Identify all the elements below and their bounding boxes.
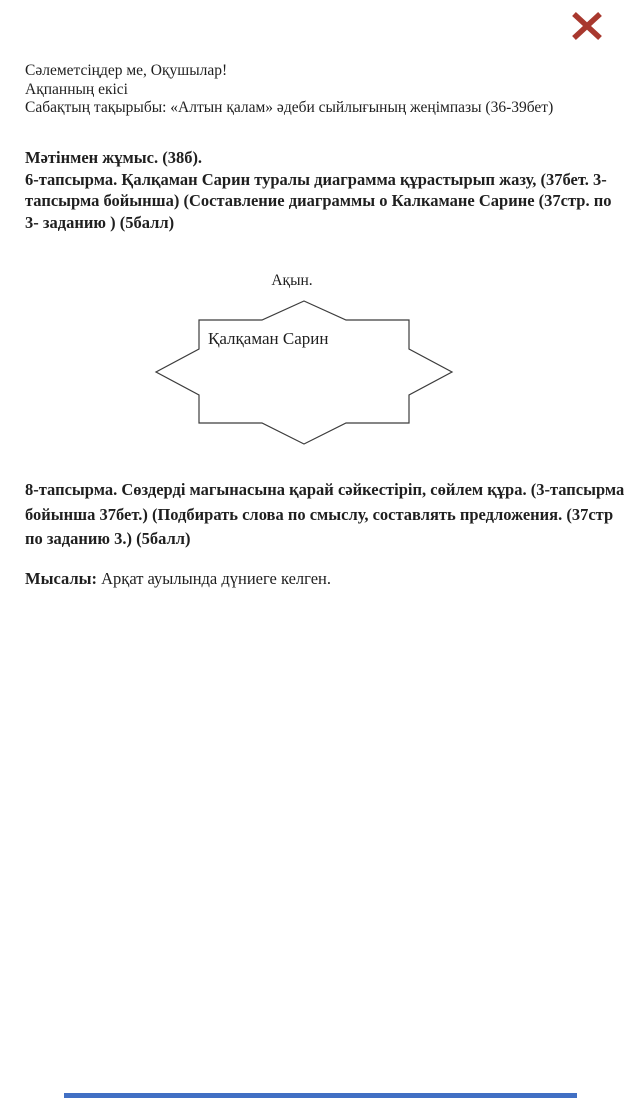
task8-section: [25, 478, 629, 552]
close-icon[interactable]: [570, 10, 604, 42]
date-line: Ақпанның екісі: [25, 80, 128, 98]
star-title: Қалқаман Сарин: [208, 329, 329, 348]
document-header: [25, 62, 625, 118]
task8-body: 8-тапсырма. Сөздерді магынасына қарай сәйкестіріп, сөйлем құра. (3-тапсырма бойынша 37бет.) (Подбирать слова по смыслу, составлять предложения. (37стр по заданию 3.) (5балл): [25, 480, 625, 548]
close-x-glyph: [570, 10, 604, 42]
task6-section: [25, 147, 629, 233]
example-text: Арқат ауылында дүниеге келген.: [97, 569, 331, 588]
star-burst-shape: [154, 299, 454, 447]
task6-heading: Мәтінмен жұмыс. (38б).: [25, 148, 203, 167]
topic-line: Сабақтың тақырыбы: «Алтын қалам» әдеби сыйлығының жеңімпазы (36-39бет): [25, 99, 554, 116]
example-label: Мысалы:: [25, 569, 98, 588]
diagram-label: Ақын.: [271, 272, 313, 289]
greeting-line: Сәлеметсіңдер ме, Оқушылар!: [25, 62, 228, 79]
example-section: [25, 568, 629, 589]
bottom-bar: [64, 1093, 577, 1098]
task6-body: 6-тапсырма. Қалқаман Сарин туралы диаграмма құрастырып жазу, (37бет. 3-тапсырма бойынша) (Составление диаграммы о Калкамане Сарине (37стр. по 3- заданию ) (5балл): [25, 169, 612, 232]
